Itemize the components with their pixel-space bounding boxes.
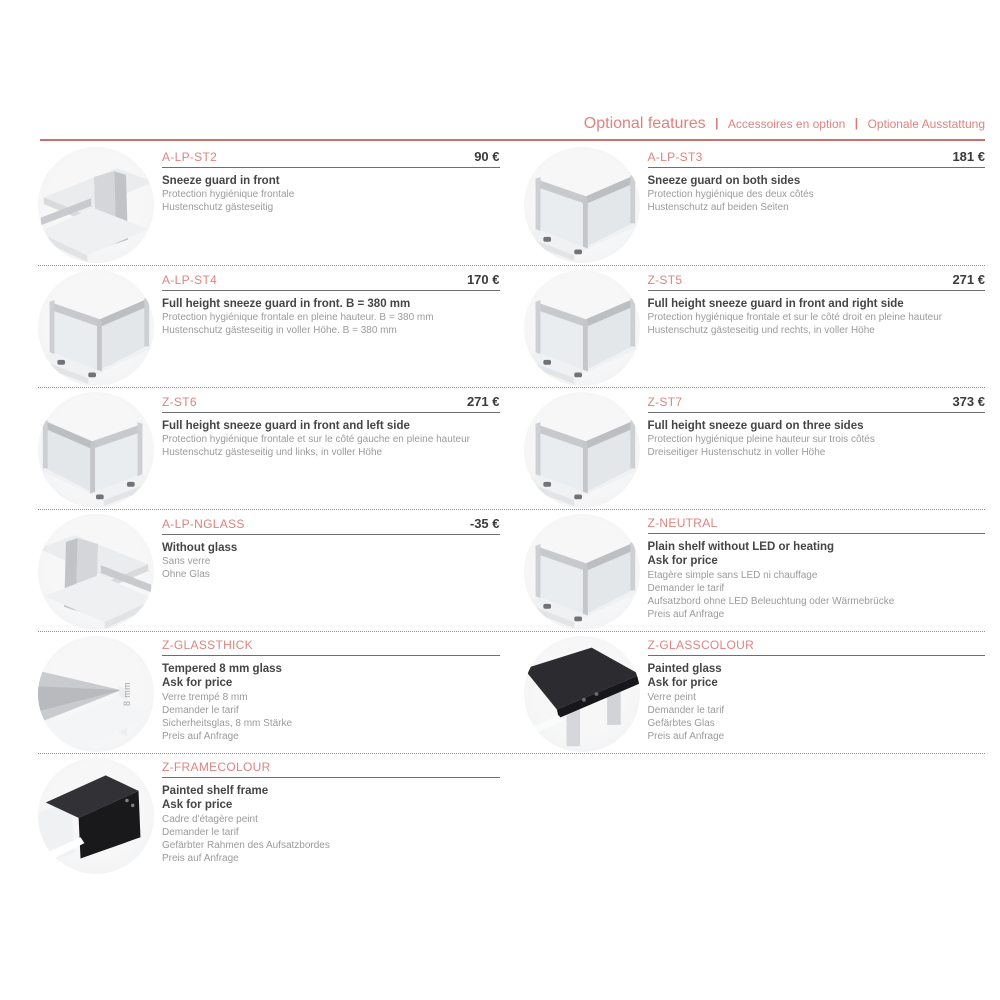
product-photo — [524, 270, 640, 386]
product-code-row — [648, 149, 986, 168]
plain-shelf-photo-icon — [524, 514, 640, 630]
product-info — [648, 270, 986, 387]
product-desc: Preis auf Anfrage — [647, 608, 725, 620]
product-card-z-glassthick — [38, 632, 500, 753]
product-info — [162, 514, 500, 631]
product-code-row — [648, 394, 986, 413]
product-card-a-lp-st4 — [38, 266, 500, 387]
product-price: 170 € — [466, 272, 500, 287]
product-desc: Cadre d'étagère peint — [162, 813, 258, 825]
product-desc: Protection hygiénique pleine hauteur sur trois côtés — [647, 434, 875, 446]
product-info — [162, 270, 500, 387]
page-title-fr: Accessoires en option — [727, 117, 846, 131]
product-desc: Hustenschutz gästeseitig und links, in voller Höhe — [162, 447, 383, 459]
product-desc: Preis auf Anfrage — [162, 730, 239, 742]
product-desc: Preis auf Anfrage — [162, 852, 239, 864]
product-code-row — [162, 516, 500, 535]
product-code: Z-ST6 — [162, 395, 197, 409]
product-name: Tempered 8 mm glass — [162, 663, 282, 675]
product-desc: Hustenschutz auf beiden Seiten — [647, 202, 789, 214]
product-code: A-LP-NGLASS — [162, 517, 245, 531]
product-info — [648, 636, 986, 753]
product-price: 271 € — [952, 272, 985, 287]
product-photo — [38, 514, 154, 630]
product-row — [38, 387, 985, 509]
full-height-guard-front-left-photo-icon — [38, 392, 154, 508]
product-price: 90 € — [474, 149, 500, 164]
product-photo — [38, 270, 154, 386]
frame-without-glass-photo-icon — [38, 514, 154, 630]
product-photo — [38, 758, 154, 874]
product-photo — [524, 392, 640, 508]
product-desc: Protection hygiénique frontale en pleine hauteur. B = 380 mm — [162, 312, 434, 324]
product-code-row — [162, 272, 500, 291]
sneeze-guard-both-sides-photo-icon — [524, 147, 640, 263]
product-code-row — [162, 149, 500, 168]
product-card-z-st6 — [38, 388, 500, 509]
product-name: Without glass — [162, 542, 238, 554]
product-desc: Protection hygiénique frontale et sur le côté droit en pleine hauteur — [647, 312, 943, 324]
product-desc: Preis auf Anfrage — [647, 730, 725, 742]
product-code-row — [648, 516, 986, 534]
product-code: Z-GLASSCOLOUR — [647, 638, 755, 652]
product-name: Full height sneeze guard in front. B = 380 mm — [162, 298, 411, 310]
product-row — [38, 143, 985, 265]
product-desc: Demander le tarif — [162, 826, 239, 838]
product-desc: Gefärbter Rahmen des Aufsatzbordes — [162, 839, 330, 851]
product-code-row — [162, 638, 500, 656]
product-desc: Hustenschutz gästeseitig und rechts, in voller Höhe — [647, 325, 875, 337]
product-name: Sneeze guard in front — [162, 175, 280, 187]
product-desc: Sicherheitsglas, 8 mm Stärke — [162, 717, 293, 729]
product-ask-for-price: Ask for price — [647, 677, 718, 690]
product-card-a-lp-nglass — [38, 510, 500, 631]
product-code: A-LP-ST4 — [162, 273, 218, 287]
header-rule — [40, 139, 985, 141]
product-info — [648, 147, 986, 265]
product-name: Full height sneeze guard in front and right side — [647, 298, 904, 310]
product-code: Z-GLASSTHICK — [162, 638, 253, 652]
product-code: Z-NEUTRAL — [647, 516, 718, 530]
painted-frame-photo-icon — [38, 758, 154, 874]
product-desc: Protection hygiénique frontale et sur le côté gauche en pleine hauteur — [162, 434, 470, 446]
product-name: Painted shelf frame — [162, 785, 269, 797]
title-separator: | — [715, 116, 719, 130]
product-desc: Hustenschutz gästeseitig in voller Höhe. B = 380 mm — [162, 325, 397, 337]
product-desc: Sans verre — [162, 556, 211, 568]
full-height-guard-front-right-photo-icon — [524, 270, 640, 386]
product-name: Sneeze guard on both sides — [647, 175, 801, 187]
product-card-a-lp-st2 — [38, 143, 500, 265]
product-row — [38, 265, 985, 387]
product-ask-for-price: Ask for price — [162, 799, 233, 812]
product-desc: Gefärbtes Glas — [647, 717, 715, 729]
product-desc: Protection hygiénique frontale — [162, 189, 295, 201]
product-desc: Dreiseitiger Hustenschutz in voller Höhe — [647, 447, 826, 459]
page-title-de: Optionale Ausstattung — [867, 117, 985, 131]
full-height-guard-front-photo-icon — [38, 270, 154, 386]
product-info — [648, 392, 986, 509]
product-code: Z-FRAMECOLOUR — [162, 760, 271, 774]
product-desc: Verre peint — [647, 691, 696, 703]
product-desc: Aufsatzbord ohne LED Beleuchtung oder Wärmebrücke — [647, 595, 895, 607]
page-title — [0, 115, 985, 133]
product-code-row — [162, 760, 500, 778]
product-card-z-neutral — [524, 510, 986, 631]
product-info — [162, 392, 500, 509]
glass-thickness-photo-icon — [38, 636, 154, 752]
product-row — [38, 631, 985, 753]
product-code-row — [162, 394, 500, 413]
product-desc: Ohne Glas — [162, 569, 210, 581]
product-info — [162, 758, 500, 875]
product-card-z-st7 — [524, 388, 986, 509]
product-name: Full height sneeze guard on three sides — [647, 420, 864, 432]
product-photo — [524, 514, 640, 630]
product-photo — [38, 636, 154, 752]
product-photo — [524, 147, 640, 263]
product-desc: Demander le tarif — [647, 704, 725, 716]
product-card-a-lp-st3 — [524, 143, 986, 265]
product-code: Z-ST7 — [647, 395, 683, 409]
product-card-z-framecolour — [38, 754, 500, 875]
product-price: 271 € — [466, 394, 500, 409]
product-desc: Protection hygiénique des deux côtés — [647, 189, 814, 201]
product-info — [162, 147, 500, 265]
product-row — [38, 509, 985, 631]
product-price: 373 € — [952, 394, 985, 409]
full-height-guard-three-sides-photo-icon — [524, 392, 640, 508]
product-ask-for-price: Ask for price — [162, 677, 233, 690]
page-title-en: Optional features — [583, 115, 706, 132]
product-photo — [524, 636, 640, 752]
product-code: A-LP-ST3 — [647, 150, 703, 164]
sneeze-guard-front-photo-icon — [38, 147, 154, 263]
product-grid — [38, 143, 985, 875]
product-desc: Hustenschutz gästeseitig — [162, 202, 274, 214]
product-desc: Demander le tarif — [162, 704, 239, 716]
product-code: Z-ST5 — [647, 273, 683, 287]
product-desc: Etagère simple sans LED ni chauffage — [647, 569, 818, 581]
product-photo — [38, 392, 154, 508]
product-photo — [38, 147, 154, 263]
product-code-row — [648, 638, 986, 656]
product-ask-for-price: Ask for price — [647, 555, 718, 568]
product-name: Painted glass — [647, 663, 722, 675]
product-name: Full height sneeze guard in front and left side — [162, 420, 410, 432]
painted-glass-photo-icon — [524, 636, 640, 752]
product-info — [162, 636, 500, 753]
product-card-z-glasscolour — [524, 632, 986, 753]
product-name: Plain shelf without LED or heating — [647, 541, 835, 553]
product-price: 181 € — [952, 149, 985, 164]
product-code: A-LP-ST2 — [162, 150, 218, 164]
product-code-row — [648, 272, 986, 291]
product-price: -35 € — [469, 516, 500, 531]
product-row — [38, 753, 985, 875]
product-info — [648, 514, 986, 631]
product-card-z-st5 — [524, 266, 986, 387]
glass-thickness-label: 8 mm — [121, 681, 132, 707]
product-desc: Verre trempé 8 mm — [162, 691, 248, 703]
title-separator: | — [854, 116, 859, 130]
product-desc: Demander le tarif — [647, 582, 725, 594]
